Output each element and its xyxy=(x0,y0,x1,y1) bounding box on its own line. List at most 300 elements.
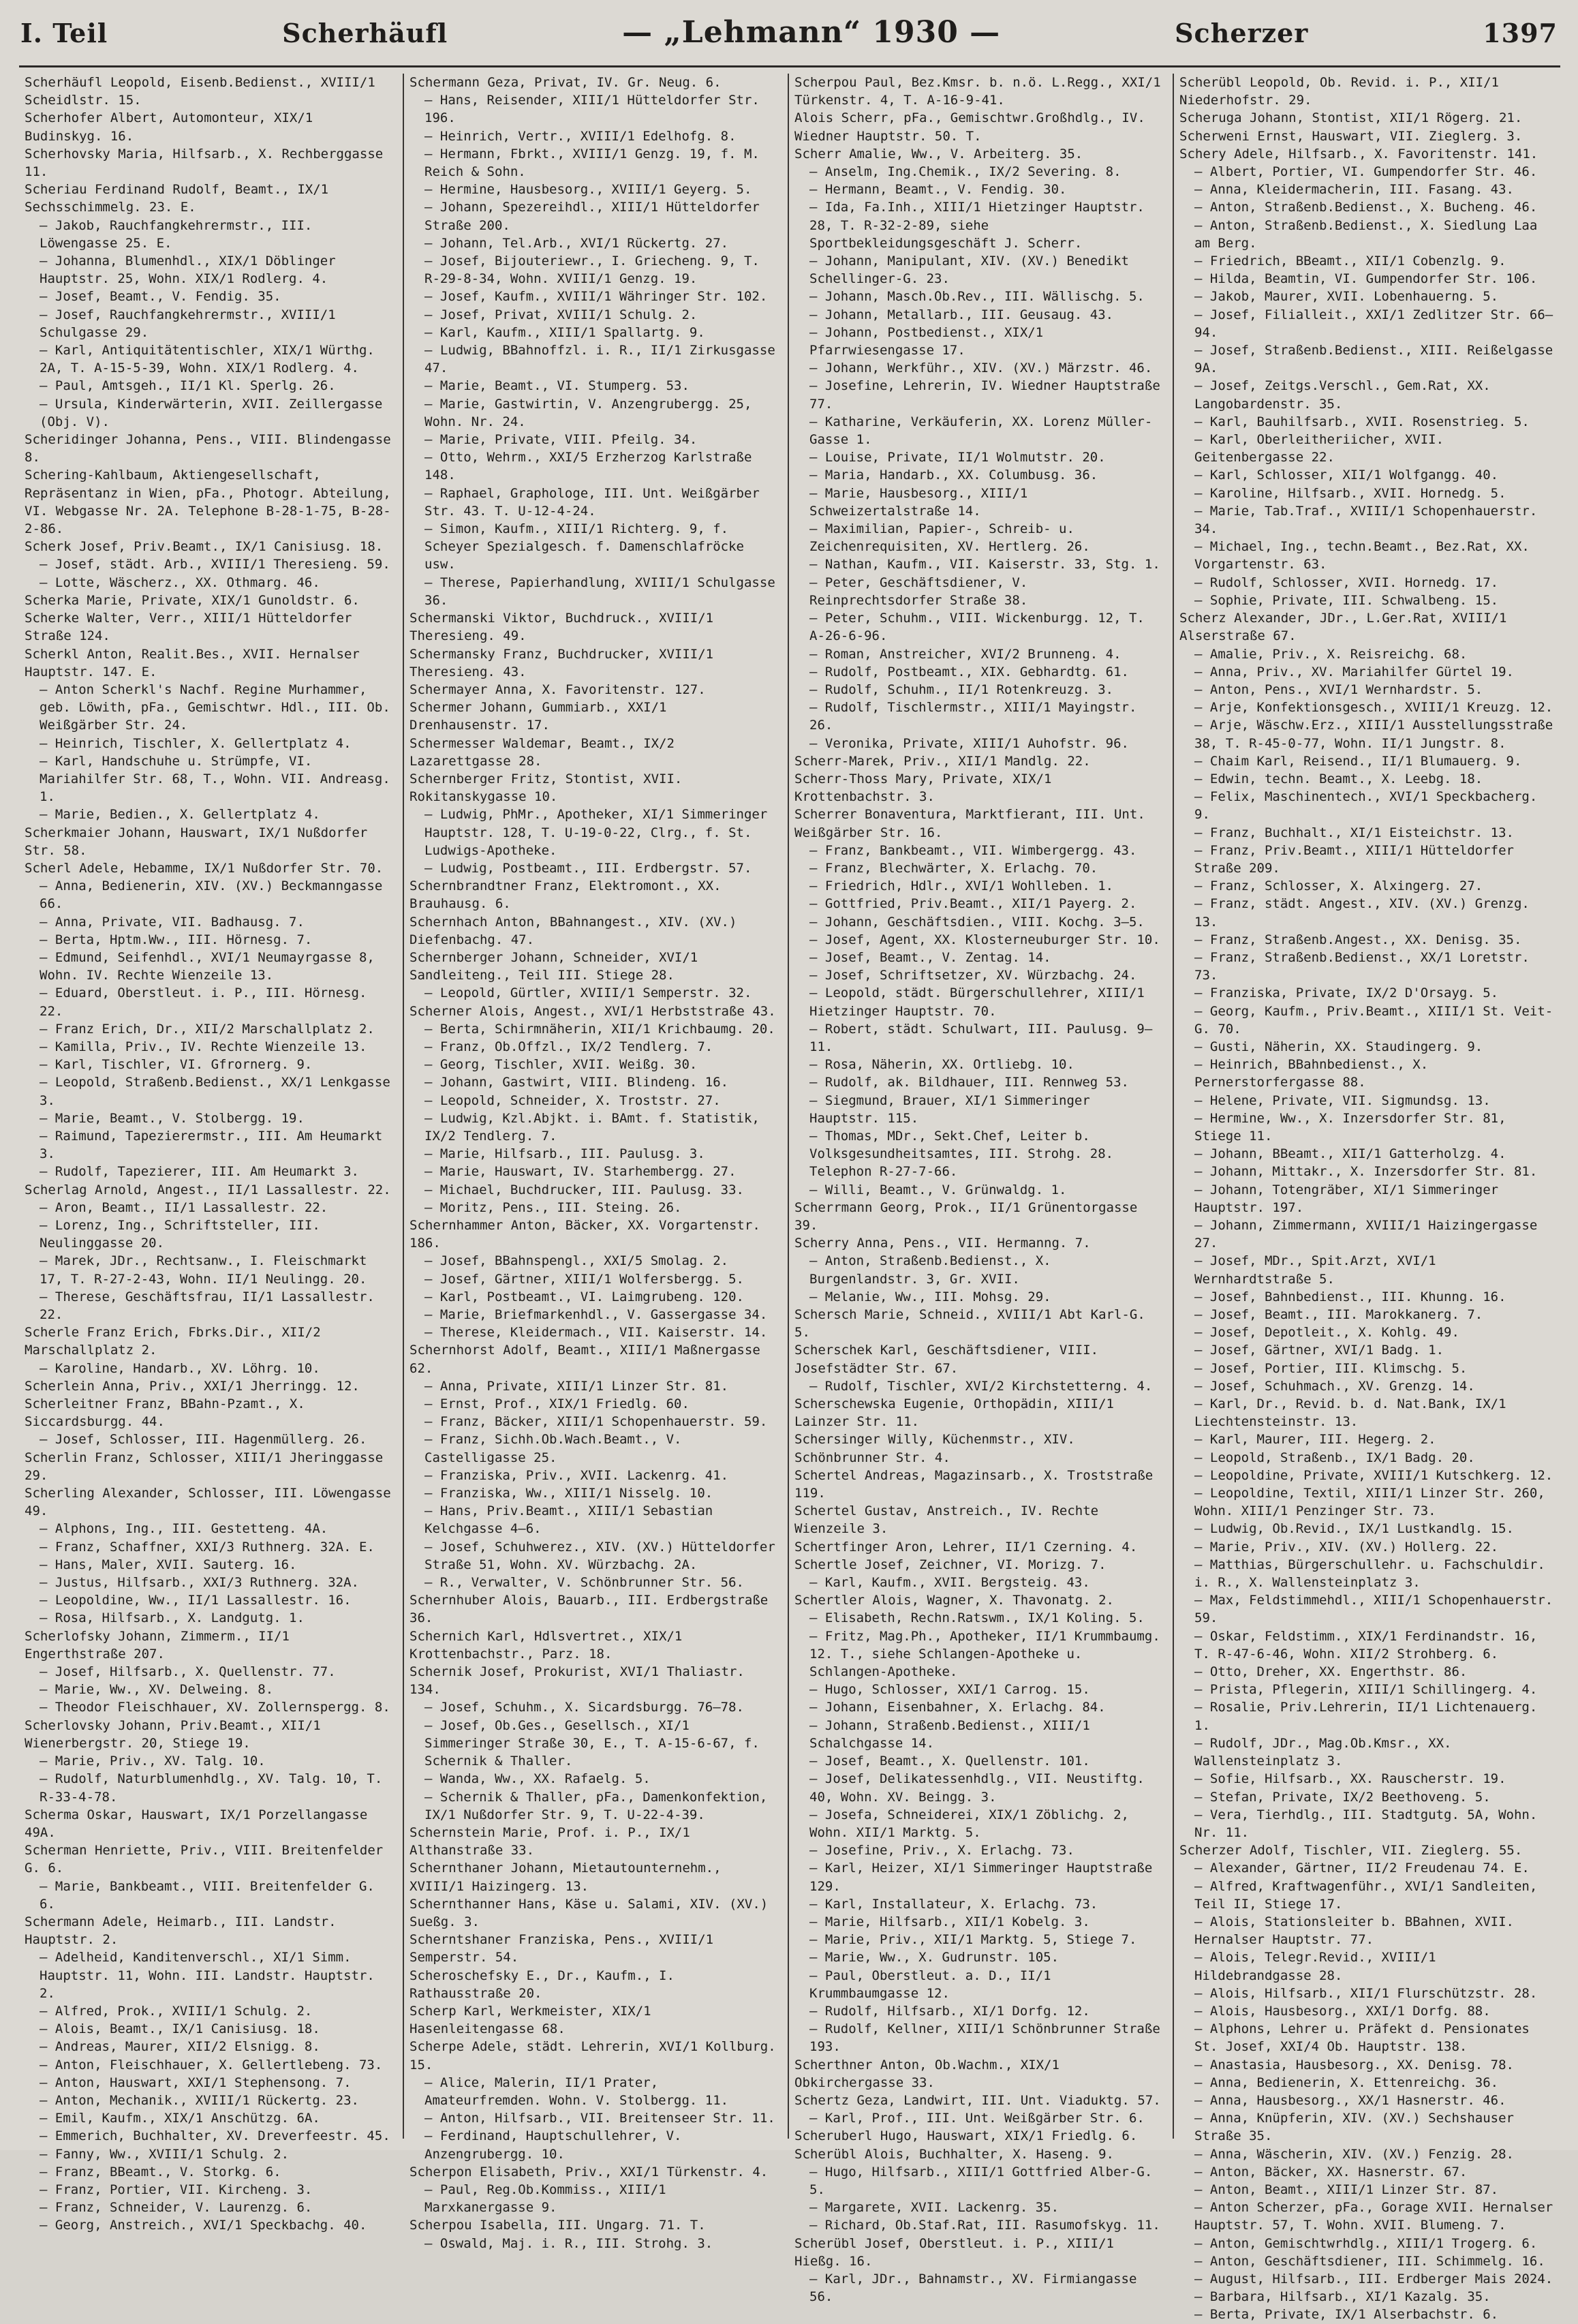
directory-entry: Scherhofer Albert, Automonteur, XIX/1 Budinskyg. 16. xyxy=(25,110,313,144)
directory-entry: — Anton, Bäcker, XX. Hasnerstr. 67. xyxy=(1194,2164,1468,2180)
directory-entry: — Eduard, Oberstleut. i. P., III. Hörnesg. 22. xyxy=(40,985,367,1019)
directory-entry: — Josef, Ob.Ges., Gesellsch., XI/1 Simmeringer Straße 30, E., T. A-15-6-67, f. Schernik & Thaller. xyxy=(424,1717,760,1769)
directory-entry: — Franz, Straßenb.Bedienst., XX/1 Loretstr. 73. xyxy=(1194,949,1530,983)
directory-entry: — Anna, Kleidermacherin, III. Fasang. 43. xyxy=(1194,182,1514,198)
directory-entry: — Nathan, Kaufm., VII. Kaiserstr. 33, Stg. 1. xyxy=(809,557,1160,572)
directory-entry: Scherhäufl Leopold, Eisenb.Bedienst., XVIII/1 Scheidlstr. 15. xyxy=(25,75,375,108)
directory-entry: — Johann, Tel.Arb., XVI/1 Rückertg. 27. xyxy=(424,235,729,251)
directory-entry: — Roman, Anstreicher, XVI/2 Brunneng. 4. xyxy=(809,646,1121,662)
directory-entry: Scherkl Anton, Realit.Bes., XVII. Hernalser Hauptstr. 147. E. xyxy=(25,646,360,679)
directory-entry: Scherleitner Franz, BBahn-Pzamt., X. Siccardsburgg. 44. xyxy=(25,1396,305,1430)
directory-entry: — Anton Scherzer, pFa., Gorage XVII. Hernalser Hauptstr. 57, T. Wohn. XVII. Blumeng. 7. xyxy=(1194,2200,1553,2233)
directory-entry: — Anna, Priv., XV. Mariahilfer Gürtel 19. xyxy=(1194,664,1514,679)
directory-entry: Scherling Alexander, Schlosser, III. Löwengasse 49. xyxy=(25,1486,391,1519)
directory-entry: Scheroschefsky E., Dr., Kaufm., I. Rathausstraße 20. xyxy=(409,1968,675,2001)
directory-entry: — Franz, Schlosser, X. Alxingerg. 27. xyxy=(1194,878,1483,894)
directory-entry: — Peter, Geschäftsdiener, V. Reinprechtsdorfer Straße 38. xyxy=(809,575,1028,608)
directory-entry: — Alphons, Lehrer u. Präfekt d. Pensionates St. Josef, XXI/4 Ob. Hauptstr. 138. xyxy=(1194,2021,1530,2055)
directory-entry: — Anton, Geschäftsdiener, III. Schimmelg. 16. xyxy=(1194,2253,1545,2269)
directory-entry: — Hermine, Hausbesorg., XVIII/1 Geyerg. 5. xyxy=(424,182,752,198)
directory-entry: — Alfred, Kraftwagenführ., XVI/1 Sandleiten, Teil II, Stiege 17. xyxy=(1194,1878,1538,1912)
directory-entry: Schernthanner Hans, Käse u. Salami, XIV. (XV.) Sueßg. 3. xyxy=(409,1896,769,1929)
directory-entry: — Josef, Hilfsarb., X. Quellenstr. 77. xyxy=(40,1664,336,1680)
directory-entry: — Robert, städt. Schulwart, III. Paulusg. 9—11. xyxy=(809,1021,1153,1054)
directory-entry: — Karl, Installateur, X. Erlachg. 73. xyxy=(809,1896,1098,1912)
directory-entry: Scherübl Alois, Buchhalter, X. Haseng. 9. xyxy=(794,2146,1114,2162)
directory-entry: — Franz, BBeamt., V. Storkg. 6. xyxy=(40,2164,281,2180)
directory-entry: — Sophie, Private, III. Schwalbeng. 15. xyxy=(1194,592,1499,608)
directory-entry: — Peter, Schuhm., VIII. Wickenburgg. 12, T. A-26-6-96. xyxy=(809,611,1145,644)
directory-entry: — Josefine, Lehrerin, IV. Wiedner Hauptstraße 77. xyxy=(809,378,1160,412)
directory-entry: Scherlein Anna, Priv., XXI/1 Jherringg. 12. xyxy=(25,1378,360,1394)
directory-entry: — Josef, Rauchfangkehrermstr., XVIII/1 Schulgasse 29. xyxy=(40,307,336,340)
directory-entry: — Anton, Hilfsarb., VII. Breitenseer Str. 11. xyxy=(424,2111,775,2126)
directory-entry: Scherpe Adele, städt. Lehrerin, XVI/1 Kollburg. 15. xyxy=(409,2039,776,2073)
directory-entry: Schernhuber Alois, Bauarb., III. Erdbergstraße 36. xyxy=(409,1593,769,1626)
directory-entry: — Justus, Hilfsarb., XXI/3 Ruthnerg. 32A. xyxy=(40,1575,359,1591)
directory-entry: — Rosalie, Priv.Lehrerin, II/1 Lichtenauerg. 1. xyxy=(1194,1700,1538,1733)
directory-entry: — Johann, Postbedienst., XIX/1 Pfarrwiesengasse 17. xyxy=(809,324,1044,358)
directory-entry: — Johann, Zimmermann, XVIII/1 Haizingergasse 27. xyxy=(1194,1218,1538,1251)
directory-entry: — Josef, Delikatessenhdlg., VII. Neustiftg. 40, Wohn. XV. Beingg. 3. xyxy=(809,1771,1145,1805)
directory-entry: Scherpou Paul, Bez.Kmsr. b. n.ö. L.Regg., XXI/1 Türkenstr. 4, T. A-16-9-41. xyxy=(794,75,1161,108)
directory-entry: — Hans, Priv.Beamt., XIII/1 Sebastian Kelchgasse 4—6. xyxy=(424,1503,713,1537)
directory-entry: — Simon, Kaufm., XIII/1 Richterg. 9, f. Scheyer Spezialgesch. f. Damenschlafröcke usw. xyxy=(424,521,744,572)
directory-entry: Scherz Alexander, JDr., L.Ger.Rat, XVIII/1 Alserstraße 67. xyxy=(1179,611,1507,644)
directory-entry: — Siegmund, Brauer, XI/1 Simmeringer Hauptstr. 115. xyxy=(809,1092,1090,1126)
directory-entry: — Karl, Schlosser, XII/1 Wolfgangg. 40. xyxy=(1194,468,1499,483)
directory-entry: — Josef, Kaufm., XVIII/1 Währinger Str. 102. xyxy=(424,289,768,305)
directory-entry: — Gottfried, Priv.Beamt., XII/1 Payerg. 2. xyxy=(809,896,1137,912)
directory-entry: — Rosa, Näherin, XX. Ortliebg. 10. xyxy=(809,1057,1074,1073)
directory-entry: Scherrmann Georg, Prok., II/1 Grünentorgasse 39. xyxy=(794,1199,1138,1233)
directory-entry: — Anna, Knüpferin, XIV. (XV.) Sechshauser Straße 35. xyxy=(1194,2111,1514,2144)
directory-entry: — Franz, Schneider, V. Laurenzg. 6. xyxy=(40,2200,313,2216)
directory-entry: — Karl, Dr., Revid. b. d. Nat.Bank, IX/1 Liechtensteinstr. 13. xyxy=(1194,1396,1506,1430)
directory-entry: — Hugo, Schlosser, XXI/1 Carrog. 15. xyxy=(809,1682,1090,1698)
page-part-label: I. Teil xyxy=(20,18,108,48)
directory-entry: — Franziska, Ww., XIII/1 Nisselg. 10. xyxy=(424,1486,713,1501)
directory-entry: Scherntshaner Franziska, Pens., XVIII/1 Semperstr. 54. xyxy=(409,1932,714,1966)
directory-entry: — Berta, Schirmnäherin, XII/1 Krichbaumg. 20. xyxy=(424,1021,775,1037)
directory-entry: — Karoline, Hilfsarb., XVII. Hornedg. 5. xyxy=(1194,485,1506,501)
directory-entry: Schernich Karl, Hdlsvertret., XIX/1 Krottenbachstr., Parz. 18. xyxy=(409,1628,683,1662)
directory-entry: — Fanny, Ww., XVIII/1 Schulg. 2. xyxy=(40,2146,290,2162)
directory-entry: — Heinrich, BBahnbedienst., X. Pernerstorfergasse 88. xyxy=(1194,1057,1429,1090)
directory-entry: — Josef, Bahnbedienst., III. Khunng. 16. xyxy=(1194,1289,1506,1304)
directory-entry: — Albert, Portier, VI. Gumpendorfer Str. 46. xyxy=(1194,164,1538,180)
directory-entry: — Lorenz, Ing., Schriftsteller, III. Neulinggasse 20. xyxy=(40,1218,320,1251)
directory-entry: — Leopoldine, Private, XVIII/1 Kutschkerg. 12. xyxy=(1194,1467,1553,1483)
directory-entry: Scherp Karl, Werkmeister, XIX/1 Hasenleitengasse 68. xyxy=(409,2003,651,2037)
directory-entry: — Paul, Reg.Ob.Kommiss., XIII/1 Marxkanergasse 9. xyxy=(424,2182,666,2216)
directory-entry: — Johann, Mittakr., X. Inzersdorfer Str. 81. xyxy=(1194,1164,1538,1180)
directory-entry: — Josef, Schlosser, III. Hagenmüllerg. 26. xyxy=(40,1432,367,1448)
directory-entry: Scherlin Franz, Schlosser, XIII/1 Jheringgasse 29. xyxy=(25,1450,384,1483)
directory-entry: — Alois, Beamt., IX/1 Canisiusg. 18. xyxy=(40,2021,320,2037)
directory-entry: — Marek, JDr., Rechtsanw., I. Fleischmarkt 17, T. R-27-2-43, Wohn. II/1 Neulingg. 20. xyxy=(40,1253,367,1287)
directory-entry: — Leopoldine, Textil, XIII/1 Linzer Str. 260, Wohn. XIII/1 Penzinger Str. 73. xyxy=(1194,1486,1545,1519)
directory-entry: — Alfred, Prok., XVIII/1 Schulg. 2. xyxy=(40,2003,313,2019)
directory-entry: — Josef, Gärtner, XIII/1 Wolfersbergg. 5. xyxy=(424,1271,744,1287)
directory-entry: Scherke Walter, Verr., XIII/1 Hütteldorfer Straße 124. xyxy=(25,611,352,644)
directory-entry: — Alexander, Gärtner, II/2 Freudenau 74. E. xyxy=(1194,1861,1530,1876)
directory-entry: — Anna, Hausbesorg., XX/1 Hasnerstr. 46. xyxy=(1194,2092,1506,2108)
directory-entry: — Johann, Manipulant, XIV. (XV.) Benedikt Schellinger-G. 23. xyxy=(809,254,1129,287)
directory-entry: — Aron, Beamt., II/1 Lassallestr. 22. xyxy=(40,1199,328,1215)
directory-entry: — Franziska, Private, IX/2 D'Orsayg. 5. xyxy=(1194,985,1499,1001)
directory-entry: Scheriau Ferdinand Rudolf, Beamt., IX/1 Sechsschimmelg. 23. E. xyxy=(25,182,329,215)
directory-entry: — Josef, Schuhm., X. Sicardsburgg. 76—78. xyxy=(424,1700,744,1715)
directory-entry: Scheridinger Johanna, Pens., VIII. Blindengasse 8. xyxy=(25,432,391,465)
directory-entry: — Anton, Straßenb.Bedienst., X. Bucheng. 46. xyxy=(1194,200,1538,215)
directory-entry: — Georg, Tischler, XVII. Weißg. 30. xyxy=(424,1057,698,1073)
directory-entry: — Rudolf, ak. Bildhauer, III. Rennweg 53. xyxy=(809,1075,1129,1090)
directory-entry: — Johann, Spezereihdl., XIII/1 Hütteldorfer Straße 200. xyxy=(424,200,760,233)
directory-entry: — Maximilian, Papier-, Schreib- u. Zeichenrequisiten, XV. Hertlerg. 26. xyxy=(809,521,1090,555)
directory-entry: — Fritz, Mag.Ph., Apotheker, II/1 Krummbaumg. 12. T., siehe Schlangen-Apotheke u. Schlangen-Apotheke. xyxy=(809,1628,1160,1680)
directory-entry: — Berta, Private, IX/1 Alserbachstr. 6. xyxy=(1194,2307,1499,2323)
directory-entry: — Johann, Straßenb.Bedienst., XIII/1 Schalchgasse 14. xyxy=(809,1717,1090,1751)
directory-entry: — Josef, Filialleit., XXI/1 Zedlitzer Str. 66—94. xyxy=(1194,307,1553,340)
directory-entry: — Anton, Pens., XVI/1 Wernhardstr. 5. xyxy=(1194,682,1483,697)
directory-entry: — Edwin, techn. Beamt., X. Leebg. 18. xyxy=(1194,771,1483,786)
directory-entry: — Anton Scherkl's Nachf. Regine Murhammer, geb. Löwith, pFa., Gemischtwr. Hdl., III. Ob. Weißgärber Str. 24. xyxy=(40,682,390,733)
directory-entry: — Anna, Private, XIII/1 Linzer Str. 81. xyxy=(424,1378,729,1394)
directory-entry: — Raphael, Graphologe, III. Unt. Weißgärber Str. 43. T. U-12-4-24. xyxy=(424,485,760,519)
directory-entry: Schersch Marie, Schneid., XVIII/1 Abt Karl-G. 5. xyxy=(794,1307,1145,1341)
directory-entry: Scherner Alois, Angest., XVI/1 Herbststraße 43. xyxy=(409,1003,776,1019)
directory-entry: — Marie, Priv., XIV. (XV.) Hollerg. 22. xyxy=(1194,1539,1499,1555)
directory-entry: — Georg, Anstreich., XVI/1 Speckbachg. 40. xyxy=(40,2218,367,2233)
directory-entry: — Ludwig, Postbeamt., III. Erdbergstr. 57. xyxy=(424,860,752,876)
directory-entry: — Marie, Bedien., X. Gellertplatz 4. xyxy=(40,807,320,823)
directory-entry: Scherhovsky Maria, Hilfsarb., X. Rechberggasse 11. xyxy=(25,146,384,180)
directory-entry: — Rudolf, JDr., Mag.Ob.Kmsr., XX. Wallensteinplatz 3. xyxy=(1194,1735,1452,1769)
directory-entry: Schermann Geza, Privat, IV. Gr. Neug. 6. xyxy=(409,75,722,90)
directory-entry: — Rosa, Hilfsarb., X. Landgutg. 1. xyxy=(40,1610,305,1626)
directory-entry: Schernstein Marie, Prof. i. P., IX/1 Althanstraße 33. xyxy=(409,1824,690,1859)
directory-entry: — Franziska, Priv., XVII. Lackenrg. 41. xyxy=(424,1467,729,1483)
directory-entry: Scherübl Josef, Oberstleut. i. P., XIII/1 Hießg. 16. xyxy=(794,2235,1114,2269)
page-title: — „Lehmann“ 1930 — xyxy=(622,15,1001,50)
directory-entry: — Leopold, Schneider, X. Troststr. 27. xyxy=(424,1092,721,1108)
directory-entry: — Franz, Schaffner, XXI/3 Ruthnerg. 32A. E. xyxy=(40,1539,375,1555)
directory-entry: — Paul, Oberstleut. a. D., II/1 Krummbaumgasse 12. xyxy=(809,1968,1051,2001)
directory-entry: — Ida, Fa.Inh., XIII/1 Hietzinger Hauptstr. 28, T. R-32-2-89, siehe Sportbekleidungsgeschäft J. Scherr. xyxy=(809,200,1145,251)
directory-entry: — Hermann, Fbrkt., XVIII/1 Genzg. 19, f. M. Reich & Sohn. xyxy=(424,146,760,180)
directory-entry: — Josef, Portier, III. Klimschg. 5. xyxy=(1194,1360,1468,1376)
directory-entry: — Felix, Maschinentech., XVI/1 Speckbacherg. 9. xyxy=(1194,789,1538,823)
directory-entry: — Karoline, Handarb., XV. Löhrg. 10. xyxy=(40,1360,320,1376)
directory-entry: — Josef, Schuhmach., XV. Grenzg. 14. xyxy=(1194,1378,1475,1394)
directory-entry: — Johann, BBeamt., XII/1 Gatterholzg. 4. xyxy=(1194,1146,1506,1162)
directory-entry: — Josef, Depotleit., X. Kohlg. 49. xyxy=(1194,1325,1459,1341)
directory-entry: Scherma Oskar, Hauswart, IX/1 Porzellangasse 49A. xyxy=(25,1807,368,1840)
directory-entry: — Josef, Schuhwerez., XIV. (XV.) Hütteldorfer Straße 51, Wohn. XV. Würzbachg. 2A. xyxy=(424,1539,775,1572)
directory-column-4 xyxy=(1174,74,1559,2323)
directory-entry: Schertel Gustav, Anstreich., IV. Rechte Wienzeile 3. xyxy=(794,1503,1099,1537)
directory-entry: Scherlovsky Johann, Priv.Beamt., XII/1 Wienerbergstr. 20, Stiege 19. xyxy=(25,1717,321,1751)
directory-entry: — Jakob, Maurer, XVII. Lobenhauerng. 5. xyxy=(1194,289,1499,305)
directory-entry: — Melanie, Ww., III. Mohsg. 29. xyxy=(809,1289,1051,1304)
directory-entry: — Johann, Totengräber, XI/1 Simmeringer Hauptstr. 197. xyxy=(1194,1182,1499,1215)
directory-entry: — Alois, Stationsleiter b. BBahnen, XVII. Hernalser Hauptstr. 77. xyxy=(1194,1914,1514,1948)
directory-entry: Alois Scherr, pFa., Gemischtwr.Großhdlg., IV. Wiedner Hauptstr. 50. T. xyxy=(794,110,1145,144)
directory-entry: — Georg, Kaufm., Priv.Beamt., XIII/1 St. Veit-G. 70. xyxy=(1194,1003,1553,1037)
directory-entry: — Marie, Private, VIII. Pfeilg. 34. xyxy=(424,432,698,448)
directory-entry: — Ernst, Prof., XIX/1 Friedlg. 60. xyxy=(424,1396,690,1412)
directory-entry: Scherr-Thoss Mary, Private, XIX/1 Krottenbachstr. 3. xyxy=(794,771,1052,805)
directory-entry: — Marie, Beamt., V. Stolbergg. 19. xyxy=(40,1110,305,1126)
directory-entry: Scherry Anna, Pens., VII. Hermanng. 7. xyxy=(794,1236,1091,1251)
directory-entry: — Johann, Gastwirt, VIII. Blindeng. 16. xyxy=(424,1075,729,1090)
directory-entry: — Friedrich, BBeamt., XII/1 Cobenzlg. 9. xyxy=(1194,254,1506,269)
directory-entry: — Maria, Handarb., XX. Columbusg. 36. xyxy=(809,468,1098,483)
directory-entry: — Arje, Wäschw.Erz., XIII/1 Ausstellungsstraße 38, T. R-45-0-77, Wohn. II/1 Jungstr. 8. xyxy=(1194,718,1553,751)
directory-entry: Schernbrandtner Franz, Elektromont., XX. Brauhausg. 6. xyxy=(409,878,722,912)
directory-entry: — Johann, Metallarb., III. Geusaug. 43. xyxy=(809,307,1114,322)
page-header xyxy=(20,15,1558,56)
directory-entry: Schermanski Viktor, Buchdruck., XVIII/1 Theresieng. 49. xyxy=(409,611,714,644)
directory-entry: — Ludwig, Kzl.Abjkt. i. BAmt. f. Statistik, IX/2 Tendlerg. 7. xyxy=(424,1110,760,1144)
directory-entry: — Leopold, Straßenb.Bedienst., XX/1 Lenkgasse 3. xyxy=(40,1075,390,1108)
directory-entry: — Anselm, Ing.Chemik., IX/2 Severing. 8. xyxy=(809,164,1121,180)
directory-entry: — Karl, Kaufm., XIII/1 Spallartg. 9. xyxy=(424,324,705,340)
directory-entry: — Adelheid, Kanditenverschl., XI/1 Simm. Hauptstr. 11, Wohn. III. Landstr. Hauptstr. 2. xyxy=(40,1950,375,2001)
directory-entry: — Marie, Hausbesorg., XIII/1 Schweizertalstraße 14. xyxy=(809,485,1028,519)
directory-entry: — Anton, Straßenb.Bedienst., X. Burgenlandstr. 3, Gr. XVII. xyxy=(809,1253,1051,1287)
directory-entry: Scherman Henriette, Priv., VIII. Breitenfelder G. 6. xyxy=(25,1843,384,1876)
header-rule xyxy=(19,65,1560,67)
directory-entry: Schertel Andreas, Magazinsarb., X. Troststraße 119. xyxy=(794,1467,1154,1501)
directory-entry: — Hermine, Ww., X. Inzersdorfer Str. 81, Stiege 11. xyxy=(1194,1110,1506,1144)
directory-entry: — Karl, Antiquitätentischler, XIX/1 Würthg. 2A, T. A-15-5-39, Wohn. XIX/1 Rodlerg. 4. xyxy=(40,343,375,376)
directory-entry: — Hermann, Beamt., V. Fendig. 30. xyxy=(809,182,1067,198)
directory-entry: — Emmerich, Buchhalter, XV. Dreverfeestr. 45. xyxy=(40,2128,390,2144)
directory-entry: — Elisabeth, Rechn.Ratswm., IX/1 Koling. 5. xyxy=(809,1610,1145,1626)
directory-entry: — Therese, Geschäftsfrau, II/1 Lassallestr. 22. xyxy=(40,1289,375,1323)
directory-entry: — Paul, Amtsgeh., II/1 Kl. Sperlg. 26. xyxy=(40,378,336,394)
directory-entry: — Josef, MDr., Spit.Arzt, XVI/1 Wernhardtstraße 5. xyxy=(1194,1253,1436,1287)
directory-entry: Scherl Adele, Hebamme, IX/1 Nußdorfer Str. 70. xyxy=(25,860,384,876)
directory-entry: — Amalie, Priv., X. Reisreichg. 68. xyxy=(1194,646,1468,662)
directory-entry: — Marie, Bankbeamt., VIII. Breitenfelder G. 6. xyxy=(40,1878,375,1912)
directory-entry: — Prista, Pflegerin, XIII/1 Schillingerg. 4. xyxy=(1194,1682,1538,1698)
directory-entry: — Wanda, Ww., XX. Rafaelg. 5. xyxy=(424,1771,651,1787)
directory-entry: — Karl, Prof., III. Unt. Weißgärber Str. 6. xyxy=(809,2111,1145,2126)
header-first-entry: Scherhäufl xyxy=(282,18,448,48)
directory-entry: — Josef, Beamt., III. Marokkanerg. 7. xyxy=(1194,1307,1483,1323)
directory-entry: — Josef, Straßenb.Bedienst., XIII. Reißelgasse 9A. xyxy=(1194,343,1553,376)
directory-entry: — Franz Erich, Dr., XII/2 Marschallplatz 2. xyxy=(40,1021,375,1037)
directory-entry: Scherle Franz Erich, Fbrks.Dir., XII/2 Marschallplatz 2. xyxy=(25,1325,321,1358)
directory-entry: — Rudolf, Tischlermstr., XIII/1 Mayingstr. 26. xyxy=(809,700,1137,733)
directory-entry: — Hilda, Beamtin, VI. Gumpendorfer Str. 106. xyxy=(1194,271,1538,287)
directory-entry: — Josef, Beamt., V. Zentag. 14. xyxy=(809,949,1051,965)
directory-entry: — Stefan, Private, IX/2 Beethoveng. 5. xyxy=(1194,1789,1491,1805)
directory-entry: — Josefine, Priv., X. Erlachg. 73. xyxy=(809,1843,1074,1859)
directory-entry: Scherr-Marek, Priv., XII/1 Mandlg. 22. xyxy=(794,753,1091,769)
directory-entry: — Chaim Karl, Reisend., II/1 Blumauerg. 9. xyxy=(1194,753,1522,769)
directory-entry: — Marie, Priv., XII/1 Marktg. 5, Stiege 7. xyxy=(809,1932,1137,1948)
directory-entry: — Marie, Beamt., VI. Stumperg. 53. xyxy=(424,378,690,394)
directory-entry: — Josef, Beamt., V. Fendig. 35. xyxy=(40,289,281,305)
directory-entry: — Franz, Bäcker, XIII/1 Schopenhauerstr. 59. xyxy=(424,1414,768,1430)
directory-entry: — Vera, Tierhdlg., III. Stadtgutg. 5A, Wohn. Nr. 11. xyxy=(1194,1807,1538,1840)
directory-entry: Scherka Marie, Private, XIX/1 Gunoldstr. 6. xyxy=(25,592,360,608)
directory-entry: — Marie, Gastwirtin, V. Anzengrubergg. 25, Wohn. Nr. 24. xyxy=(424,396,752,429)
directory-entry: Schertle Josef, Zeichner, VI. Morizg. 7. xyxy=(794,1557,1107,1572)
directory-entry: Schernberger Fritz, Stontist, XVII. Rokitanskygasse 10. xyxy=(409,771,683,805)
directory-entry: Schernthaner Johann, Mietautounternehm., XVIII/1 Haizingerg. 13. xyxy=(409,1861,722,1894)
directory-entry: — Leopold, städt. Bürgerschullehrer, XIII/1 Hietzinger Hauptstr. 70. xyxy=(809,985,1145,1019)
directory-entry: — Johann, Eisenbahner, X. Erlachg. 84. xyxy=(809,1700,1106,1715)
directory-entry: — Josef, Schriftsetzer, XV. Würzbachg. 24. xyxy=(809,968,1137,983)
directory-entry: — Schernik & Thaller, pFa., Damenkonfektion, IX/1 Nußdorfer Str. 9, T. U-22-4-39. xyxy=(424,1789,768,1822)
directory-entry: — Heinrich, Tischler, X. Gellertplatz 4. xyxy=(40,735,352,751)
directory-entry: — Otto, Wehrm., XXI/5 Erzherzog Karlstraße 148. xyxy=(424,450,752,483)
directory-entry: — Alois, Hausbesorg., XXI/1 Dorfg. 88. xyxy=(1194,2003,1491,2019)
directory-entry: — Marie, Briefmarkenhdl., V. Gassergasse 34. xyxy=(424,1307,768,1323)
directory-entry: — Emil, Kaufm., XIX/1 Anschützg. 6A. xyxy=(40,2111,320,2126)
header-last-entry: Scherzer xyxy=(1175,18,1309,48)
directory-entry: — Katharine, Verkäuferin, XX. Lorenz Müller-Gasse 1. xyxy=(809,414,1153,448)
directory-entry: — Alice, Malerin, II/1 Prater, Amateurfremden. Wohn. V. Stolbergg. 11. xyxy=(424,2075,729,2108)
directory-entry: — Matthias, Bürgerschullehr. u. Fachschuldir. i. R., X. Wallensteinplatz 3. xyxy=(1194,1557,1545,1591)
directory-entry: — Therese, Papierhandlung, XVIII/1 Schulgasse 36. xyxy=(424,575,775,608)
directory-entry: — Sofie, Hilfsarb., XX. Rauscherstr. 19. xyxy=(1194,1771,1506,1787)
directory-entry: — Rudolf, Tapezierer, III. Am Heumarkt 3. xyxy=(40,1164,359,1180)
directory-entry: — Raimund, Tapezierermstr., III. Am Heumarkt 3. xyxy=(40,1128,383,1162)
directory-entry: Scherpou Isabella, III. Ungarg. 71. T. xyxy=(409,2218,706,2233)
directory-entry: Scherrer Bonaventura, Marktfierant, III. Unt. Weißgärber Str. 16. xyxy=(794,807,1145,840)
directory-entry: Scheruberl Hugo, Hauswart, XIX/1 Friedlg. 6. xyxy=(794,2128,1138,2144)
directory-entry: Schermer Johann, Gummiarb., XXI/1 Drenhausenstr. 17. xyxy=(409,700,667,733)
directory-entry: — Hugo, Hilfsarb., XIII/1 Gottfried Alber-G. 5. xyxy=(809,2164,1153,2197)
directory-entry: — Karl, Postbeamt., VI. Laimgrubeng. 120. xyxy=(424,1289,744,1304)
directory-entry: — Johann, Geschäftsdien., VIII. Kochg. 3—5. xyxy=(809,914,1145,930)
directory-entry: — Leopold, Straßenb., IX/1 Badg. 20. xyxy=(1194,1450,1475,1465)
directory-entry: — R., Verwalter, V. Schönbrunner Str. 56. xyxy=(424,1575,744,1591)
directory-entry: — Anton, Mechanik., XVIII/1 Rückertg. 23. xyxy=(40,2092,359,2108)
directory-entry: — Margarete, XVII. Lackenrg. 35. xyxy=(809,2200,1059,2216)
directory-entry: — Otto, Dreher, XX. Engerthstr. 86. xyxy=(1194,1664,1468,1680)
directory-entry: — Marie, Priv., XV. Talg. 10. xyxy=(40,1754,266,1769)
directory-entry: Scherschewska Eugenie, Orthopädin, XIII/1 Lainzer Str. 11. xyxy=(794,1396,1114,1430)
directory-entry: — Therese, Kleidermach., VII. Kaiserstr. 14. xyxy=(424,1325,768,1341)
directory-entry: — Karl, Heizer, XI/1 Simmeringer Hauptstraße 129. xyxy=(809,1861,1153,1894)
directory-entry: — Rudolf, Schuhm., II/1 Rotenkreuzg. 3. xyxy=(809,682,1114,697)
directory-entry: Schernberger Johann, Schneider, XVI/1 Sandleiteng., Teil III. Stiege 28. xyxy=(409,949,698,983)
directory-column-2 xyxy=(404,74,789,2251)
directory-entry: — Moritz, Pens., III. Steing. 26. xyxy=(424,1199,682,1215)
directory-entry: — Franz, Priv.Beamt., XIII/1 Hütteldorfer Straße 209. xyxy=(1194,842,1514,876)
directory-entry: — Rudolf, Kellner, XIII/1 Schönbrunner Straße 193. xyxy=(809,2021,1160,2055)
directory-entry: Scherthner Anton, Ob.Wachm., XIX/1 Obkirchergasse 33. xyxy=(794,2057,1059,2090)
directory-entry: Scherweni Ernst, Hauswart, VII. Zieglerg. 3. xyxy=(1179,128,1523,144)
directory-entry: — Anna, Bedienerin, XIV. (XV.) Beckmanngasse 66. xyxy=(40,878,383,912)
directory-entry: — Berta, Hptm.Ww., III. Hörnesg. 7. xyxy=(40,932,313,947)
directory-entry: Schery Adele, Hilfsarb., X. Favoritenstr. 141. xyxy=(1179,146,1538,162)
directory-entry: — Hans, Reisender, XIII/1 Hütteldorfer Str. 196. xyxy=(424,93,760,126)
directory-entry: — Josef, Gärtner, XVI/1 Badg. 1. xyxy=(1194,1343,1444,1358)
directory-entry: — Oskar, Feldstimm., XIX/1 Ferdinandstr. 16, T. R-47-6-46, Wohn. XII/2 Strohberg. 6. xyxy=(1194,1628,1538,1662)
directory-entry: Schersinger Willy, Küchenmstr., XIV. Schönbrunner Str. 4. xyxy=(794,1432,1075,1465)
directory-entry: — Alois, Hilfsarb., XII/1 Flurschützstr. 28. xyxy=(1194,1985,1538,2001)
directory-entry: — Leopold, Gürtler, XVIII/1 Semperstr. 32. xyxy=(424,985,752,1001)
directory-entry: — Anna, Private, VII. Badhausg. 7. xyxy=(40,914,305,930)
directory-entry: — Karl, Handschuhe u. Strümpfe, VI. Mariahilfer Str. 68, T., Wohn. VII. Andreasg. 1. xyxy=(40,753,390,805)
directory-entry: — Michael, Buchdrucker, III. Paulusg. 33. xyxy=(424,1182,744,1197)
directory-entry: — Helene, Private, VII. Sigmundsg. 13. xyxy=(1194,1092,1491,1108)
directory-entry: Schernhorst Adolf, Beamt., XIII/1 Maßnergasse 62. xyxy=(409,1343,760,1376)
directory-entry: — Josef, Bijouteriewr., I. Griecheng. 9, T. R-29-8-34, Wohn. XVIII/1 Genzg. 19. xyxy=(424,254,760,287)
directory-entry: — Anton, Straßenb.Bedienst., X. Siedlung Laa am Berg. xyxy=(1194,217,1538,251)
directory-entry: Schernik Josef, Prokurist, XVI/1 Thaliastr. 134. xyxy=(409,1664,745,1698)
directory-entry: — Theodor Fleischhauer, XV. Zollernspergg. 8. xyxy=(40,1700,390,1715)
directory-entry: — Rudolf, Schlosser, XVII. Hornedg. 17. xyxy=(1194,575,1499,590)
directory-entry: — Karl, Kaufm., XVII. Bergsteig. 43. xyxy=(809,1575,1090,1591)
directory-entry: — Anton, Gemischtwrhdlg., XIII/1 Trogerg. 6. xyxy=(1194,2235,1538,2251)
directory-entry: — Ludwig, BBahnoffzl. i. R., II/1 Zirkusgasse 47. xyxy=(424,343,775,376)
directory-entry: — Johann, Werkführ., XIV. (XV.) Märzstr. 46. xyxy=(809,361,1153,376)
directory-entry: Schertz Geza, Landwirt, III. Unt. Viaduktg. 57. xyxy=(794,2092,1161,2108)
directory-entry: — Heinrich, Vertr., XVIII/1 Edelhofg. 8. xyxy=(424,128,737,144)
directory-columns xyxy=(19,74,1560,2323)
directory-entry: — Franz, Ob.Offzl., IX/2 Tendlerg. 7. xyxy=(424,1039,713,1054)
directory-entry: — Max, Feldstimmehdl., XIII/1 Schopenhauerstr. 59. xyxy=(1194,1593,1553,1626)
directory-entry: — Franz, Straßenb.Angest., XX. Denisg. 35. xyxy=(1194,932,1522,947)
directory-entry: — Franz, Blechwärter, X. Erlachg. 70. xyxy=(809,860,1098,876)
directory-entry: — Karl, Maurer, III. Hegerg. 2. xyxy=(1194,1432,1436,1448)
directory-entry: — Karl, Tischler, VI. Gfrornerg. 9. xyxy=(40,1057,313,1073)
page-number: 1397 xyxy=(1483,18,1558,48)
directory-entry: — Alphons, Ing., III. Gestetteng. 4A. xyxy=(40,1521,328,1537)
directory-entry: — Karl, JDr., Bahnamstr., XV. Firmiangasse 56. xyxy=(809,2271,1137,2305)
directory-entry: — Josef, Privat, XVIII/1 Schulg. 2. xyxy=(424,307,698,322)
directory-entry: — Andreas, Maurer, XII/2 Elsnigg. 8. xyxy=(40,2039,320,2055)
directory-column-3 xyxy=(789,74,1174,2305)
directory-entry: — Michael, Ing., techn.Beamt., Bez.Rat, XX. Vorgartenstr. 63. xyxy=(1194,539,1530,572)
directory-entry: — Josef, BBahnspengl., XXI/5 Smolag. 2. xyxy=(424,1253,729,1269)
directory-entry: — Rudolf, Postbeamt., XIX. Gebhardtg. 61. xyxy=(809,664,1129,679)
directory-entry: Schermann Adele, Heimarb., III. Landstr. Hauptstr. 2. xyxy=(25,1914,337,1948)
directory-entry: Scherübl Leopold, Ob. Revid. i. P., XII/1 Niederhofstr. 29. xyxy=(1179,75,1499,108)
directory-entry: — Anton, Fleischhauer, X. Gellertlebeng. 73. xyxy=(40,2057,383,2073)
directory-entry: — Johann, Masch.Ob.Rev., III. Wällischg. 5. xyxy=(809,289,1145,305)
directory-entry: — Rudolf, Hilfsarb., XI/1 Dorfg. 12. xyxy=(809,2003,1090,2019)
directory-entry: Schermansky Franz, Buchdrucker, XVIII/1 Theresieng. 43. xyxy=(409,646,714,679)
directory-entry: — Josef, Agent, XX. Klosterneuburger Str. 10. xyxy=(809,932,1160,947)
directory-entry: — Ursula, Kinderwärterin, XVII. Zeillergasse (Obj. V). xyxy=(40,396,383,429)
directory-entry: — Anton, Beamt., XIII/1 Linzer Str. 87. xyxy=(1194,2182,1499,2197)
directory-entry: — Karl, Oberleitheriicher, XVII. Geitenbergasse 22. xyxy=(1194,432,1444,465)
directory-entry: — Anna, Bedienerin, X. Ettenreichg. 36. xyxy=(1194,2075,1499,2090)
directory-entry: — Louise, Private, II/1 Wolmutstr. 20. xyxy=(809,450,1106,465)
directory-entry: Schertler Alois, Wagner, X. Thavonatg. 2. xyxy=(794,1593,1114,1608)
directory-entry: — Veronika, Private, XIII/1 Auhofstr. 96. xyxy=(809,735,1129,751)
directory-entry: — Ludwig, PhMr., Apotheker, XI/1 Simmeringer Hauptstr. 128, T. U-19-0-22, Clrg., f. St. Ludwigs-Apotheke. xyxy=(424,807,768,858)
directory-entry: Schermesser Waldemar, Beamt., IX/2 Lazarettgasse 28. xyxy=(409,735,675,769)
directory-entry: Scherkmaier Johann, Hauswart, IX/1 Nußdorfer Str. 58. xyxy=(25,825,368,858)
directory-entry: — Franz, Portier, VII. Kircheng. 3. xyxy=(40,2182,313,2197)
directory-entry: — August, Hilfsarb., III. Erdberger Mais 2024. xyxy=(1194,2271,1553,2287)
directory-entry: Schermayer Anna, X. Favoritenstr. 127. xyxy=(409,682,706,697)
directory-entry: — Lotte, Wäscherz., XX. Othmarg. 46. xyxy=(40,575,320,590)
directory-entry: — Arje, Konfektionsgesch., XVIII/1 Kreuzg. 12. xyxy=(1194,700,1553,716)
directory-entry: Scherschek Karl, Geschäftsdiener, VIII. Josefstädter Str. 67. xyxy=(794,1343,1099,1376)
